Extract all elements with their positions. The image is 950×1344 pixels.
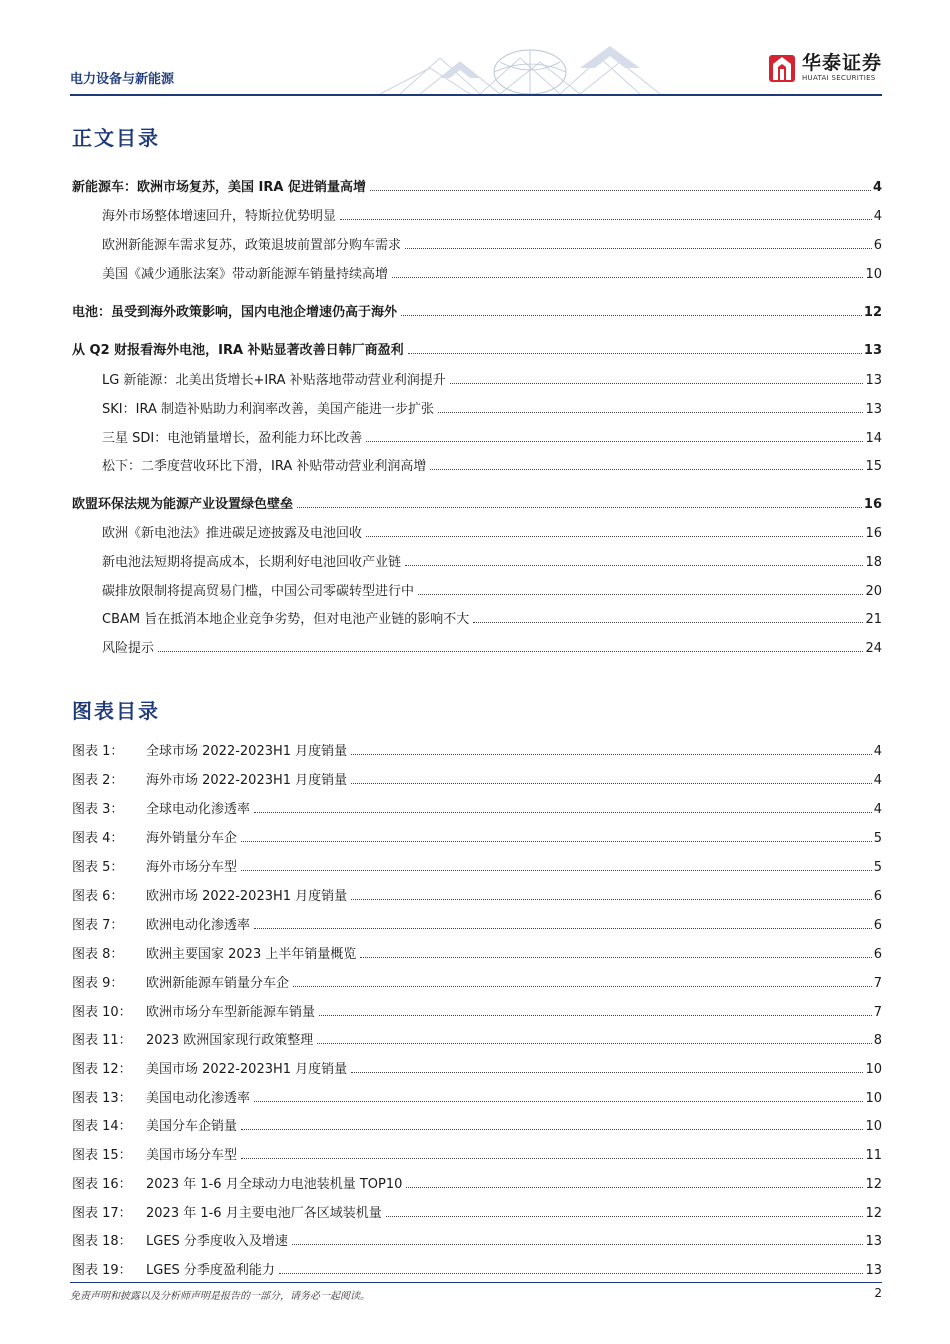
figure-entry[interactable]: 图表 2： 海外市场 2022-2023H1 月度销量 4	[72, 773, 882, 788]
figure-entry[interactable]: 图表 6： 欧洲市场 2022-2023H1 月度销量 6	[72, 889, 882, 904]
toc-entry[interactable]: 美国《减少通胀法案》带动新能源车销量持续高增 10	[102, 267, 882, 282]
toc-entry[interactable]: LG 新能源：北美出货增长+IRA 补贴落地带动营业利润提升 13	[102, 373, 882, 388]
footer-disclaimer: 免责声明和披露以及分析师声明是报告的一部分，请务必一起阅读。	[70, 1291, 370, 1302]
logo-english-name: HUATAI SECURITIES	[801, 74, 876, 82]
huatai-logo	[768, 52, 882, 84]
toc-entry[interactable]: 风险提示 24	[102, 641, 882, 656]
toc-entry[interactable]: 新电池法短期将提高成本，长期利好电池回收产业链 18	[102, 555, 882, 570]
figure-entry[interactable]: 图表 15： 美国市场分车型 11	[72, 1148, 882, 1163]
figure-entry[interactable]: 图表 18： LGES 分季度收入及增速 13	[72, 1234, 882, 1249]
figure-entry[interactable]: 图表 7： 欧洲电动化渗透率 6	[72, 918, 882, 933]
toc-entry[interactable]: 碳排放限制将提高贸易门槛，中国公司零碳转型进行中 20	[102, 584, 882, 599]
figures-title: 图表目录	[72, 699, 160, 723]
figure-entry[interactable]: 图表 16： 2023 年 1-6 月全球动力电池装机量 TOP10 12	[72, 1177, 882, 1192]
toc-entry[interactable]: 欧洲新能源车需求复苏，政策退坡前置部分购车需求 6	[102, 238, 882, 253]
figure-entry[interactable]: 图表 17： 2023 年 1-6 月主要电池厂各区域装机量 12	[72, 1206, 882, 1221]
toc-entry[interactable]: CBAM 旨在抵消本地企业竞争劣势，但对电池产业链的影响不大 21	[102, 612, 882, 627]
figure-entry[interactable]: 图表 11： 2023 欧洲国家现行政策整理 8	[72, 1033, 882, 1048]
toc-entry[interactable]: 欧盟环保法规为能源产业设置绿色壁垒 16	[72, 497, 882, 512]
figure-entry[interactable]: 图表 19： LGES 分季度盈利能力 13	[72, 1263, 882, 1278]
toc-entry[interactable]: 新能源车：欧洲市场复苏，美国 IRA 促进销量高增 4	[72, 180, 882, 195]
page-number: 2	[874, 1286, 882, 1300]
figure-entry[interactable]: 图表 12： 美国市场 2022-2023H1 月度销量 10	[72, 1062, 882, 1077]
figure-entry[interactable]: 图表 4： 海外销量分车企 5	[72, 831, 882, 846]
figure-entry[interactable]: 图表 13： 美国电动化渗透率 10	[72, 1091, 882, 1106]
figure-entry[interactable]: 图表 10： 欧洲市场分车型新能源车销量 7	[72, 1005, 882, 1020]
footer-divider	[70, 1282, 882, 1283]
toc-entry[interactable]: 三星 SDI：电池销量增长，盈利能力环比改善 14	[102, 431, 882, 446]
figure-entry[interactable]: 图表 5： 海外市场分车型 5	[72, 860, 882, 875]
header-section-title: 电力设备与新能源	[70, 72, 175, 87]
figure-entry[interactable]: 图表 14： 美国分车企销量 10	[72, 1119, 882, 1134]
header-decoration-graphic	[380, 38, 680, 94]
toc-title: 正文目录	[72, 126, 160, 150]
page-header	[70, 44, 882, 96]
figure-entry[interactable]: 图表 1： 全球市场 2022-2023H1 月度销量 4	[72, 744, 882, 759]
toc-entry[interactable]: 松下：二季度营收环比下滑，IRA 补贴带动营业利润高增 15	[102, 459, 882, 474]
logo-chinese-name: 华泰证券	[801, 52, 882, 74]
figure-entry[interactable]: 图表 9： 欧洲新能源车销量分车企 7	[72, 976, 882, 991]
figure-entry[interactable]: 图表 8： 欧洲主要国家 2023 上半年销量概览 6	[72, 947, 882, 962]
huatai-logo-icon	[768, 52, 796, 84]
toc-entry[interactable]: 电池：虽受到海外政策影响，国内电池企增速仍高于海外 12	[72, 305, 882, 320]
toc-entry[interactable]: 海外市场整体增速回升，特斯拉优势明显 4	[102, 209, 882, 224]
header-divider	[70, 94, 882, 96]
toc-entry[interactable]: 欧洲《新电池法》推进碳足迹披露及电池回收 16	[102, 526, 882, 541]
toc-entry[interactable]: 从 Q2 财报看海外电池，IRA 补贴显著改善日韩厂商盈利 13	[72, 343, 882, 358]
figure-entry[interactable]: 图表 3： 全球电动化渗透率 4	[72, 802, 882, 817]
toc-entry[interactable]: SKI：IRA 制造补贴助力利润率改善，美国产能进一步扩张 13	[102, 402, 882, 417]
